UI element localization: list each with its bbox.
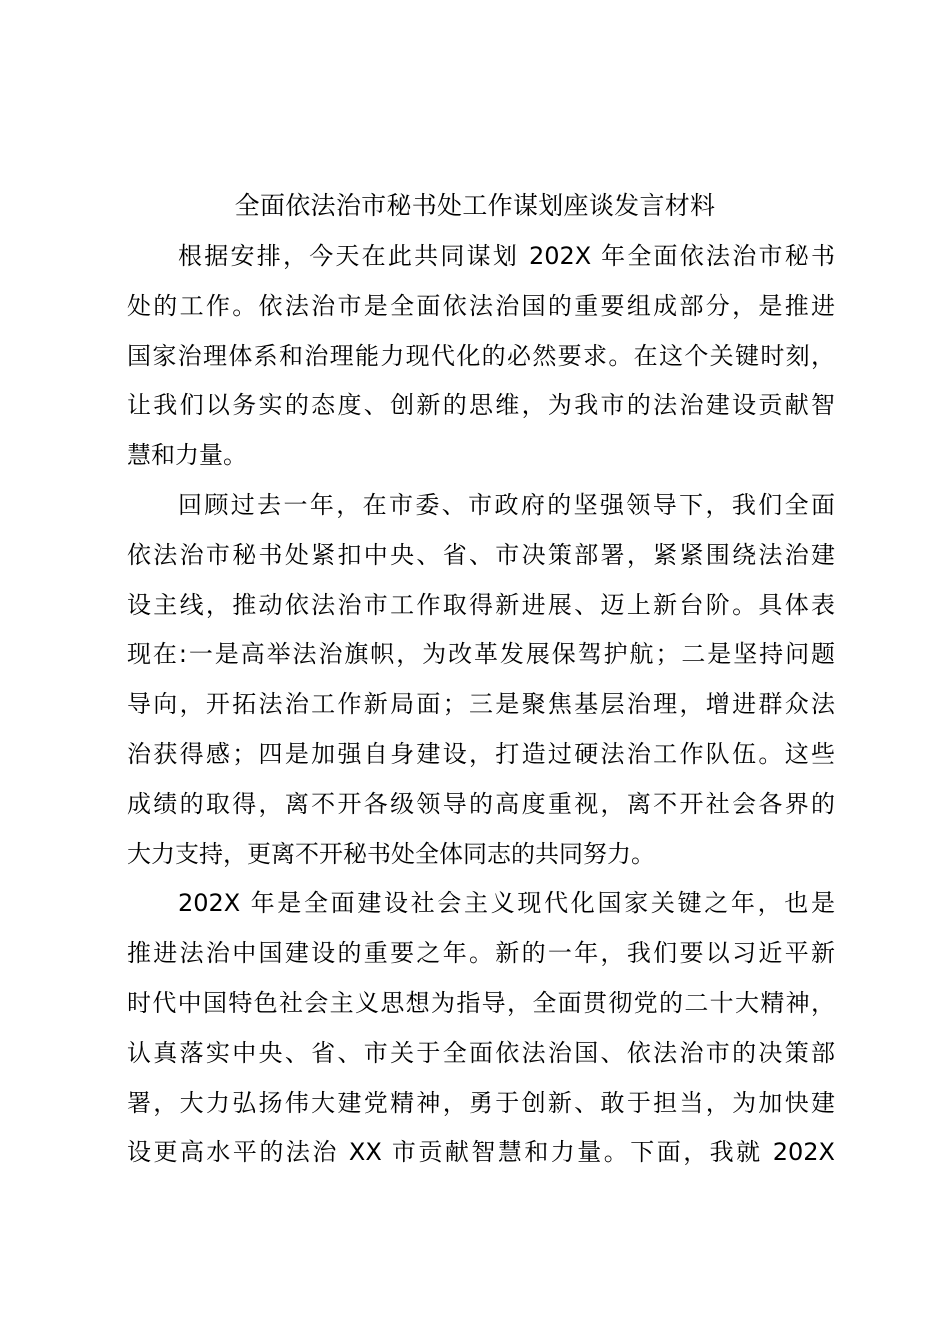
paragraph-2-line-4: 现在:一是高举法治旗帜，为改革发展保驾护航；二是坚持问题 [127, 640, 835, 669]
document-body [127, 232, 835, 1178]
paragraph-1-line-1: 根据安排，今天在此共同谋划 202X 年全面依法治市秘书 [178, 242, 835, 270]
paragraph-2-line-2: 依法治市秘书处紧扣中央、省、市决策部署，紧紧围绕法治建 [127, 540, 835, 569]
paragraph-1-line-4: 让我们以务实的态度、创新的思维，为我市的法治建设贡献智 [127, 391, 835, 420]
document-title: 全面依法治市秘书处工作谋划座谈发言材料 [234, 191, 716, 220]
paragraph-3-line-2: 推进法治中国建设的重要之年。新的一年，我们要以习近平新 [127, 939, 835, 968]
paragraph-1-line-5: 慧和力量。 [127, 441, 247, 470]
paragraph-3-line-6: 设更高水平的法治 XX 市贡献智慧和力量。下面，我就 202X [127, 1138, 835, 1167]
paragraph-1-line-3: 国家治理体系和治理能力现代化的必然要求。在这个关键时刻， [127, 341, 835, 370]
paragraph-2-line-8: 大力支持，更离不开秘书处全体同志的共同努力。 [127, 839, 655, 868]
paragraph-3-line-1: 202X 年是全面建设社会主义现代化国家关键之年，也是 [178, 889, 835, 918]
paragraph-2-line-1: 回顾过去一年，在市委、市政府的坚强领导下，我们全面 [178, 490, 835, 519]
paragraph-3-line-4: 认真落实中央、省、市关于全面依法治国、依法治市的决策部 [127, 1038, 835, 1067]
paragraph-2-line-6: 治获得感；四是加强自身建设，打造过硬法治工作队伍。这些 [127, 739, 835, 768]
paragraph-2-line-3: 设主线，推动依法治市工作取得新进展、迈上新台阶。具体表 [127, 590, 835, 619]
paragraph-3-line-5: 署，大力弘扬伟大建党精神，勇于创新、敢于担当，为加快建 [127, 1088, 835, 1117]
paragraph-3-line-3: 时代中国特色社会主义思想为指导，全面贯彻党的二十大精神， [127, 988, 835, 1017]
paragraph-1-line-2: 处的工作。依法治市是全面依法治国的重要组成部分，是推进 [127, 291, 835, 320]
paragraph-2-line-7: 成绩的取得，离不开各级领导的高度重视，离不开社会各界的 [127, 789, 835, 818]
paragraph-2-line-5: 导向，开拓法治工作新局面；三是聚焦基层治理，增进群众法 [127, 690, 835, 719]
